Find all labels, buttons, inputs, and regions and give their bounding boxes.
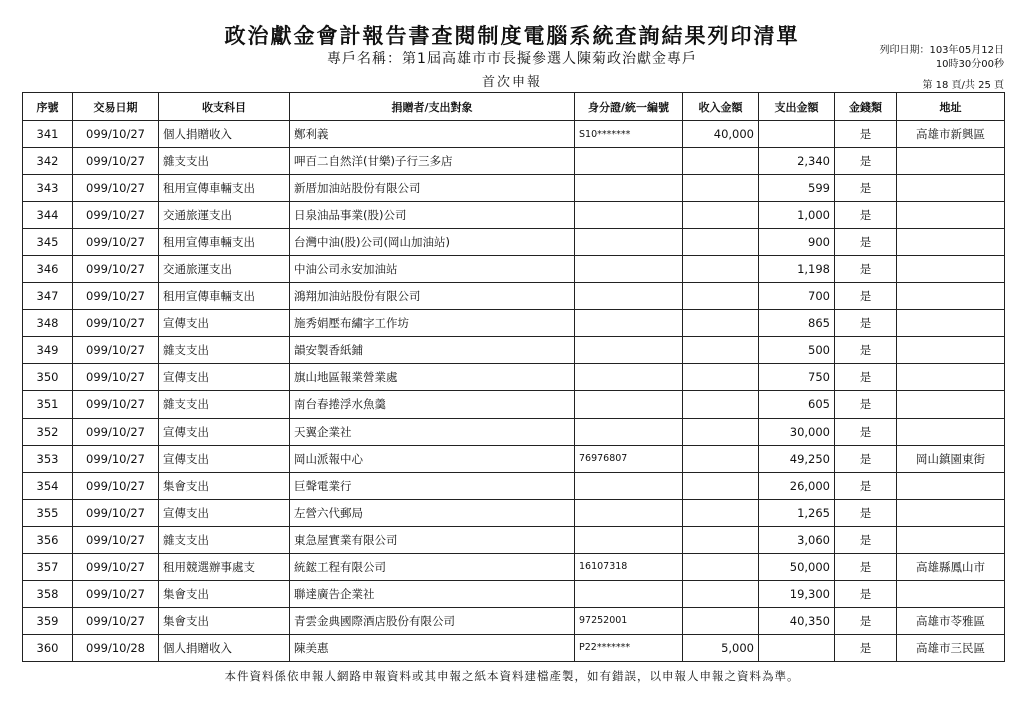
income-cell	[683, 364, 759, 391]
account-name: 專戶名稱：第1屆高雄市市長擬參選人陳菊政治獻金專戶	[327, 51, 697, 67]
date-cell: 099/10/27	[73, 364, 159, 391]
date-cell: 099/10/27	[73, 202, 159, 229]
subject-cell: 交通旅運支出	[159, 256, 290, 283]
column-header: 金錢類	[835, 93, 897, 121]
expense-cell: 2,340	[759, 148, 835, 175]
income-cell: 40,000	[683, 121, 759, 148]
subject-cell: 宣傳支出	[159, 310, 290, 337]
expense-cell: 49,250	[759, 445, 835, 472]
expense-cell: 19,300	[759, 580, 835, 607]
target-cell: 台灣中油(股)公司(岡山加油站)	[290, 229, 575, 256]
id-cell	[575, 310, 683, 337]
expense-cell: 40,350	[759, 607, 835, 634]
seq-cell: 354	[23, 472, 73, 499]
income-cell	[683, 256, 759, 283]
target-cell: 中油公司永安加油站	[290, 256, 575, 283]
income-cell	[683, 526, 759, 553]
seq-cell: 352	[23, 418, 73, 445]
expense-cell	[759, 121, 835, 148]
subject-cell: 租用競選辦事處支	[159, 553, 290, 580]
date-cell: 099/10/28	[73, 634, 159, 661]
date-cell: 099/10/27	[73, 553, 159, 580]
target-cell: 東急屋實業有限公司	[290, 526, 575, 553]
seq-cell: 359	[23, 607, 73, 634]
cash-flag-cell: 是	[835, 175, 897, 202]
expense-cell: 865	[759, 310, 835, 337]
cash-flag-cell: 是	[835, 148, 897, 175]
column-header: 收支科目	[159, 93, 290, 121]
target-cell: 陳美惠	[290, 634, 575, 661]
date-cell: 099/10/27	[73, 418, 159, 445]
print-time: 10時30分00秒	[935, 59, 1004, 70]
income-cell	[683, 229, 759, 256]
cash-flag-cell: 是	[835, 499, 897, 526]
address-cell: 高雄市新興區	[897, 121, 1005, 148]
address-cell: 高雄市三民區	[897, 634, 1005, 661]
table-row	[23, 283, 1005, 310]
table-row	[23, 634, 1005, 661]
date-cell: 099/10/27	[73, 148, 159, 175]
id-cell	[575, 472, 683, 499]
address-cell	[897, 364, 1005, 391]
table-row	[23, 148, 1005, 175]
income-cell	[683, 472, 759, 499]
ledger-table	[22, 92, 1005, 662]
expense-cell: 1,000	[759, 202, 835, 229]
table-row	[23, 526, 1005, 553]
date-cell: 099/10/27	[73, 526, 159, 553]
income-cell	[683, 175, 759, 202]
expense-cell: 900	[759, 229, 835, 256]
id-cell	[575, 148, 683, 175]
cash-flag-cell: 是	[835, 526, 897, 553]
subject-cell: 集會支出	[159, 580, 290, 607]
table-row	[23, 445, 1005, 472]
table-row	[23, 364, 1005, 391]
subject-cell: 宣傳支出	[159, 418, 290, 445]
subject-cell: 個人捐贈收入	[159, 121, 290, 148]
address-cell	[897, 310, 1005, 337]
address-cell	[897, 499, 1005, 526]
id-cell	[575, 283, 683, 310]
seq-cell: 348	[23, 310, 73, 337]
subject-cell: 宣傳支出	[159, 364, 290, 391]
id-cell: 16107318	[575, 553, 683, 580]
target-cell: 聯達廣告企業社	[290, 580, 575, 607]
expense-cell: 3,060	[759, 526, 835, 553]
expense-cell: 30,000	[759, 418, 835, 445]
address-cell	[897, 472, 1005, 499]
seq-cell: 356	[23, 526, 73, 553]
cash-flag-cell: 是	[835, 391, 897, 418]
expense-cell: 1,265	[759, 499, 835, 526]
expense-cell: 700	[759, 283, 835, 310]
date-cell: 099/10/27	[73, 391, 159, 418]
cash-flag-cell: 是	[835, 445, 897, 472]
id-cell: 76976807	[575, 445, 683, 472]
target-cell: 呷百二自然洋(甘樂)子行三多店	[290, 148, 575, 175]
id-cell: S10*******	[575, 121, 683, 148]
id-cell	[575, 526, 683, 553]
subject-cell: 租用宣傳車輛支出	[159, 175, 290, 202]
page-info: 第 18 頁/共 25 頁	[922, 80, 1004, 91]
income-cell	[683, 553, 759, 580]
address-cell	[897, 283, 1005, 310]
column-header: 支出金額	[759, 93, 835, 121]
seq-cell: 358	[23, 580, 73, 607]
income-cell	[683, 310, 759, 337]
column-header: 捐贈者/支出對象	[290, 93, 575, 121]
address-cell	[897, 580, 1005, 607]
date-cell: 099/10/27	[73, 337, 159, 364]
seq-cell: 360	[23, 634, 73, 661]
income-cell	[683, 418, 759, 445]
column-header: 交易日期	[73, 93, 159, 121]
target-cell: 左營六代郵局	[290, 499, 575, 526]
address-cell: 高雄市苓雅區	[897, 607, 1005, 634]
subject-cell: 租用宣傳車輛支出	[159, 229, 290, 256]
income-cell	[683, 499, 759, 526]
table-row	[23, 499, 1005, 526]
id-cell	[575, 256, 683, 283]
target-cell: 韻安製香紙鋪	[290, 337, 575, 364]
date-cell: 099/10/27	[73, 121, 159, 148]
target-cell: 施秀娟壓布繡字工作坊	[290, 310, 575, 337]
target-cell: 岡山派報中心	[290, 445, 575, 472]
expense-cell: 750	[759, 364, 835, 391]
income-cell	[683, 607, 759, 634]
target-cell: 天翼企業社	[290, 418, 575, 445]
seq-cell: 347	[23, 283, 73, 310]
table-header-row	[23, 93, 1005, 121]
ledger-body	[23, 121, 1005, 662]
cash-flag-cell: 是	[835, 553, 897, 580]
address-cell	[897, 337, 1005, 364]
id-cell	[575, 499, 683, 526]
address-cell	[897, 526, 1005, 553]
cash-flag-cell: 是	[835, 418, 897, 445]
address-cell	[897, 256, 1005, 283]
subject-cell: 個人捐贈收入	[159, 634, 290, 661]
target-cell: 青雲金典國際酒店股份有限公司	[290, 607, 575, 634]
address-cell	[897, 391, 1005, 418]
id-cell	[575, 229, 683, 256]
page-title: 政治獻金會計報告書查閱制度電腦系統查詢結果列印清單	[224, 24, 800, 48]
table-row	[23, 472, 1005, 499]
table-row	[23, 121, 1005, 148]
cash-flag-cell: 是	[835, 283, 897, 310]
seq-cell: 357	[23, 553, 73, 580]
report-type: 首次申報	[481, 75, 542, 90]
date-cell: 099/10/27	[73, 607, 159, 634]
column-header: 序號	[23, 93, 73, 121]
cash-flag-cell: 是	[835, 337, 897, 364]
income-cell: 5,000	[683, 634, 759, 661]
cash-flag-cell: 是	[835, 364, 897, 391]
table-row	[23, 256, 1005, 283]
income-cell	[683, 391, 759, 418]
subject-cell: 宣傳支出	[159, 445, 290, 472]
print-date: 列印日期：103年05月12日	[879, 45, 1004, 56]
address-cell	[897, 202, 1005, 229]
date-cell: 099/10/27	[73, 472, 159, 499]
seq-cell: 355	[23, 499, 73, 526]
cash-flag-cell: 是	[835, 472, 897, 499]
subject-cell: 宣傳支出	[159, 499, 290, 526]
target-cell: 統鋐工程有限公司	[290, 553, 575, 580]
id-cell	[575, 364, 683, 391]
expense-cell: 26,000	[759, 472, 835, 499]
id-cell	[575, 391, 683, 418]
address-cell: 高雄縣鳳山市	[897, 553, 1005, 580]
id-cell	[575, 202, 683, 229]
date-cell: 099/10/27	[73, 580, 159, 607]
cash-flag-cell: 是	[835, 607, 897, 634]
column-header: 收入金額	[683, 93, 759, 121]
address-cell	[897, 229, 1005, 256]
income-cell	[683, 148, 759, 175]
seq-cell: 351	[23, 391, 73, 418]
subject-cell: 雜支支出	[159, 391, 290, 418]
id-cell: 97252001	[575, 607, 683, 634]
cash-flag-cell: 是	[835, 229, 897, 256]
subject-cell: 集會支出	[159, 607, 290, 634]
income-cell	[683, 445, 759, 472]
income-cell	[683, 202, 759, 229]
target-cell: 日泉油品事業(股)公司	[290, 202, 575, 229]
cash-flag-cell: 是	[835, 121, 897, 148]
date-cell: 099/10/27	[73, 310, 159, 337]
seq-cell: 341	[23, 121, 73, 148]
cash-flag-cell: 是	[835, 256, 897, 283]
table-row	[23, 337, 1005, 364]
subject-cell: 雜支支出	[159, 526, 290, 553]
print-info	[879, 44, 1004, 72]
date-cell: 099/10/27	[73, 445, 159, 472]
seq-cell: 349	[23, 337, 73, 364]
date-cell: 099/10/27	[73, 175, 159, 202]
column-header: 身分證/統一編號	[575, 93, 683, 121]
seq-cell: 353	[23, 445, 73, 472]
target-cell: 巨聲電業行	[290, 472, 575, 499]
table-row	[23, 580, 1005, 607]
subject-cell: 雜支支出	[159, 148, 290, 175]
seq-cell: 343	[23, 175, 73, 202]
target-cell: 鴻翔加油站股份有限公司	[290, 283, 575, 310]
date-cell: 099/10/27	[73, 229, 159, 256]
cash-flag-cell: 是	[835, 310, 897, 337]
table-row	[23, 418, 1005, 445]
date-cell: 099/10/27	[73, 256, 159, 283]
subject-cell: 租用宣傳車輛支出	[159, 283, 290, 310]
income-cell	[683, 337, 759, 364]
target-cell: 鄭利義	[290, 121, 575, 148]
date-cell: 099/10/27	[73, 283, 159, 310]
subject-cell: 雜支支出	[159, 337, 290, 364]
address-cell	[897, 148, 1005, 175]
seq-cell: 346	[23, 256, 73, 283]
table-row	[23, 175, 1005, 202]
id-cell: P22*******	[575, 634, 683, 661]
expense-cell: 605	[759, 391, 835, 418]
id-cell	[575, 175, 683, 202]
address-cell	[897, 418, 1005, 445]
expense-cell	[759, 634, 835, 661]
table-row	[23, 202, 1005, 229]
table-row	[23, 553, 1005, 580]
footer-note: 本件資料係依申報人網路申報資料或其申報之紙本資料建檔產製，如有錯誤，以申報人申報之資料為準。	[224, 669, 800, 683]
expense-cell: 1,198	[759, 256, 835, 283]
expense-cell: 500	[759, 337, 835, 364]
id-cell	[575, 418, 683, 445]
id-cell	[575, 337, 683, 364]
column-header: 地址	[897, 93, 1005, 121]
subject-cell: 交通旅運支出	[159, 202, 290, 229]
seq-cell: 350	[23, 364, 73, 391]
address-cell: 岡山鎮園東街	[897, 445, 1005, 472]
expense-cell: 599	[759, 175, 835, 202]
target-cell: 南台春捲浮水魚羹	[290, 391, 575, 418]
date-cell: 099/10/27	[73, 499, 159, 526]
income-cell	[683, 283, 759, 310]
cash-flag-cell: 是	[835, 202, 897, 229]
cash-flag-cell: 是	[835, 634, 897, 661]
target-cell: 新厝加油站股份有限公司	[290, 175, 575, 202]
table-row	[23, 229, 1005, 256]
cash-flag-cell: 是	[835, 580, 897, 607]
table-row	[23, 391, 1005, 418]
address-cell	[897, 175, 1005, 202]
table-row	[23, 607, 1005, 634]
seq-cell: 345	[23, 229, 73, 256]
seq-cell: 342	[23, 148, 73, 175]
seq-cell: 344	[23, 202, 73, 229]
expense-cell: 50,000	[759, 553, 835, 580]
target-cell: 旗山地區報業營業處	[290, 364, 575, 391]
table-row	[23, 310, 1005, 337]
subject-cell: 集會支出	[159, 472, 290, 499]
id-cell	[575, 580, 683, 607]
income-cell	[683, 580, 759, 607]
